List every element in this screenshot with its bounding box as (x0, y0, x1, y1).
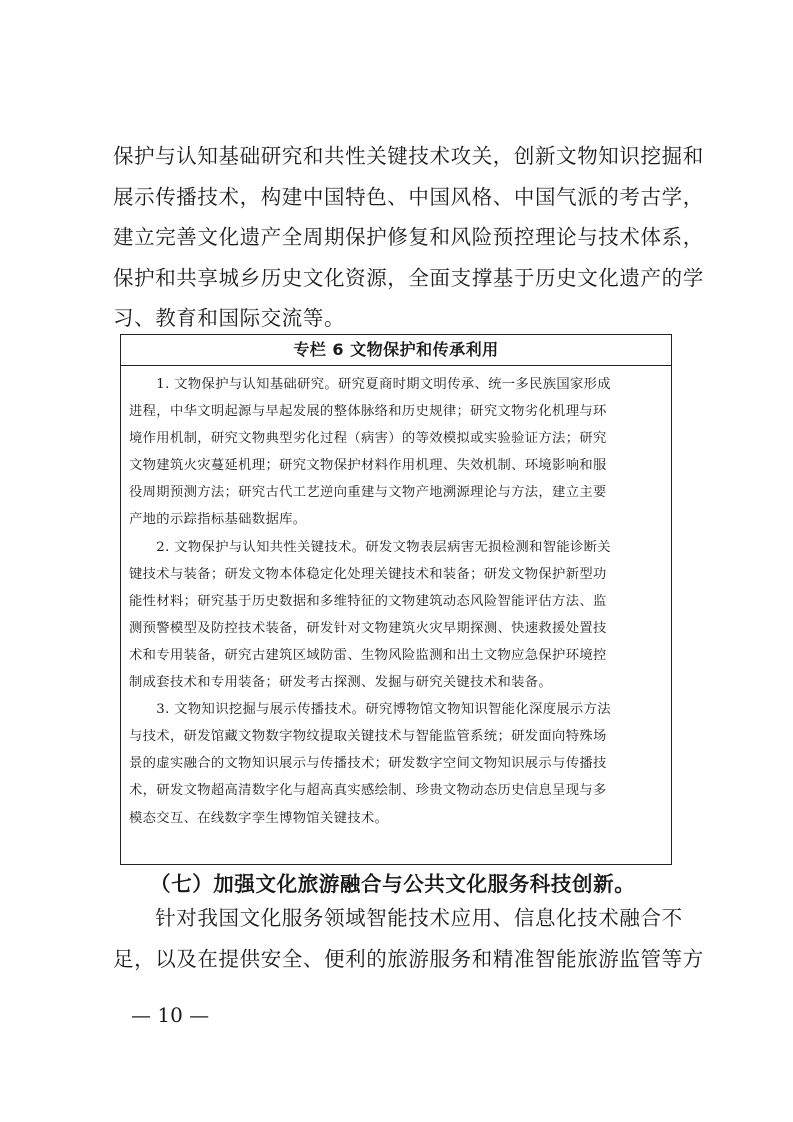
box-line: 术，研发文物超高清数字化与超高真实感绘制、珍贵文物动态历史信息呈现与多 (129, 783, 607, 799)
paragraph-line: 建立完善文化遗产全周期保护修复和风险预控理论与技术体系， (113, 225, 704, 249)
section-heading: （七）加强文化旅游融合与公共文化服务科技创新。 (150, 872, 636, 896)
column-box-title: 专栏 6 文物保护和传承利用 (121, 335, 671, 366)
box-line: 模态交互、在线数字孪生博物馆关键技术。 (129, 810, 389, 826)
box-line: 产地的示踪指标基础数据库。 (129, 512, 307, 528)
box-line: 测预警模型及防控技术装备，研发针对文物建筑火灾早期探测、快速救援处置技 (129, 620, 607, 636)
box-line: 景的虚实融合的文物知识展示与传播技术；研发数字空间文物知识展示与传播技 (129, 756, 607, 772)
body-paragraph (113, 898, 704, 979)
paragraph-line: 针对我国文化服务领域智能技术应用、信息化技术融合不 (113, 906, 683, 930)
paragraph-line: 足，以及在提供安全、便利的旅游服务和精准智能旅游监管等方 (113, 946, 704, 971)
box-line: 与技术，研发馆藏文物数字物纹提取关键技术与智能监管系统；研发面向特殊场 (129, 729, 607, 745)
box-line: 文物建筑火灾蔓延机理；研究文物保护材料作用机理、失效机制、环境影响和服 (129, 458, 607, 474)
box-line: 键技术与装备；研发文物本体稳定化处理关键技术和装备；研发文物保护新型功 (129, 566, 607, 582)
column-box-body (121, 366, 671, 832)
box-line: 役周期预测方法；研究古代工艺逆向重建与文物产地溯源理论与方法，建立主要 (129, 485, 607, 501)
intro-paragraph (113, 136, 704, 339)
box-line: 3. 文物知识挖掘与展示传播技术。研究博物馆文物知识智能化深度展示方法 (129, 702, 611, 718)
box-line: 2. 文物保护与认知共性关键技术。研发文物表层病害无损检测和智能诊断关 (129, 539, 611, 555)
box-line: 进程，中华文明起源与早起发展的整体脉络和历史规律；研究文物劣化机理与环 (129, 404, 607, 420)
paragraph-line: 习、教育和国际交流等。 (113, 306, 346, 330)
paragraph-line: 保护与认知基础研究和共性关键技术攻关，创新文物知识挖掘和 (113, 144, 704, 168)
box-line: 术和专用装备，研究古建筑区域防雷、生物风险监测和出土文物应急保护环境控 (129, 647, 607, 663)
column-box (120, 334, 672, 865)
box-line: 制成套技术和专用装备；研发考古探测、发掘与研究关键技术和装备。 (129, 675, 553, 691)
page-number: — 10 — (131, 1003, 210, 1027)
paragraph-line: 保护和共享城乡历史文化资源，全面支撑基于历史文化遗产的学 (113, 265, 704, 290)
paragraph-line: 展示传播技术，构建中国特色、中国风格、中国气派的考古学， (113, 184, 704, 209)
box-line: 1. 文物保护与认知基础研究。研究夏商时期文明传承、统一多民族国家形成 (129, 377, 611, 392)
box-line: 能性材料；研究基于历史数据和多维特征的文物建筑动态风险智能评估方法、监 (129, 593, 607, 609)
box-line: 境作用机制，研究文物典型劣化过程（病害）的等效模拟或实验验证方法；研究 (129, 431, 607, 447)
